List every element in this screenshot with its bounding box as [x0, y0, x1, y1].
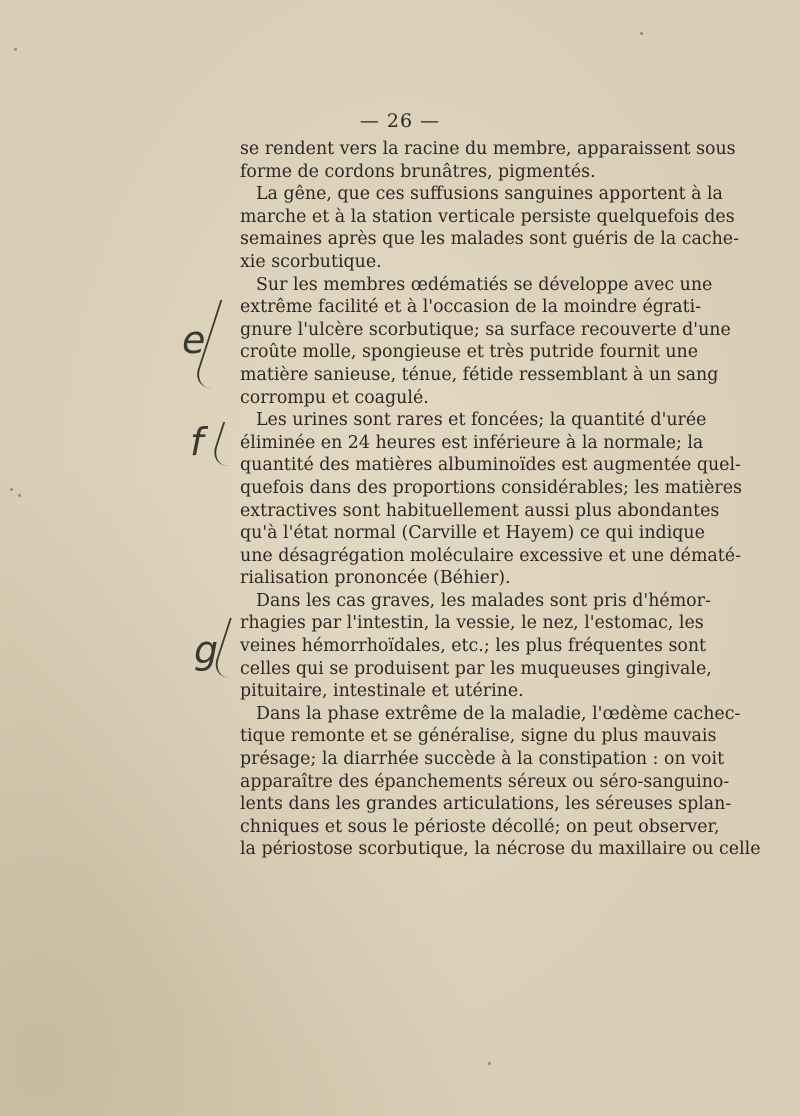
text-line: tique remonte et se généralise, signe du plus mauvais	[240, 726, 717, 747]
paper-speck	[18, 494, 21, 497]
margin-bracket-f	[209, 422, 243, 466]
text-line: La gêne, que ces suffusions sanguines apportent à la	[256, 184, 723, 205]
text-line: extrême facilité et à l'occasion de la moindre égrati-	[240, 297, 702, 318]
text-line: Dans la phase extrême de la maladie, l'œdème cachec-	[256, 703, 741, 724]
text-line: quantité des matières albuminoïdes est augmentée quel-	[240, 455, 741, 476]
text-line: qu'à l'état normal (Carville et Hayem) ce qui indique	[240, 523, 705, 544]
paper-speck	[640, 32, 643, 35]
text-line: xie scorbutique.	[240, 251, 382, 272]
text-line: présage; la diarrhée succède à la constipation : on voit	[240, 749, 725, 770]
text-line: extractives sont habituellement aussi plus abondantes	[240, 500, 720, 521]
text-line: pituitaire, intestinale et utérine.	[240, 681, 524, 702]
text-line: éliminée en 24 heures est inférieure à la normale; la	[240, 432, 704, 453]
body-text	[240, 138, 761, 861]
margin-note-f: f	[190, 420, 204, 464]
text-line: Sur les membres œdématiés se développe avec une	[256, 274, 713, 295]
text-line: chniques et sous le périoste décollé; on peut observer,	[240, 816, 720, 837]
margin-note-e: e	[182, 318, 206, 362]
paper-speck	[14, 48, 17, 51]
paper-speck	[10, 488, 13, 491]
text-line: corrompu et coagulé.	[240, 387, 429, 408]
text-line: rhagies par l'intestin, la vessie, le nez, l'estomac, les	[240, 613, 704, 634]
text-line: apparaître des épanchements séreux ou séro-sanguino-	[240, 771, 730, 792]
text-line: matière sanieuse, ténue, fétide ressemblant à un sang	[240, 364, 719, 385]
text-line: se rendent vers la racine du membre, apparaissent sous	[240, 139, 736, 159]
page-number: — 26 —	[359, 110, 441, 132]
text-line: Dans les cas graves, les malades sont pris d'hémor-	[256, 590, 711, 611]
text-line: semaines après que les malades sont guéris de la cache-	[240, 229, 739, 250]
text-line: veines hémorrhoïdales, etc.; les plus fréquentes sont	[240, 636, 707, 657]
text-line: gnure l'ulcère scorbutique; sa surface recouverte d'une	[240, 319, 731, 340]
text-line: celles qui se produisent par les muqueuses gingivale,	[240, 658, 712, 679]
text-line: quefois dans des proportions considérables; les matières	[240, 477, 742, 498]
text-line: Les urines sont rares et foncées; la quantité d'urée	[256, 410, 707, 431]
text-line: croûte molle, spongieuse et très putride fournit une	[240, 342, 699, 363]
paper-speck	[488, 1062, 491, 1065]
text-line: rialisation prononcée (Béhier).	[240, 568, 511, 589]
text-line: une désagrégation moléculaire excessive et une dématé-	[240, 545, 741, 566]
text-line: forme de cordons brunâtres, pigmentés.	[240, 161, 596, 182]
text-line: la périostose scorbutique, la nécrose du maxillaire ou celle	[240, 839, 761, 860]
margin-note-g: g	[194, 628, 219, 672]
text-line: lents dans les grandes articulations, les séreuses splan-	[240, 794, 732, 815]
text-line: marche et à la station verticale persiste quelquefois des	[240, 206, 735, 227]
